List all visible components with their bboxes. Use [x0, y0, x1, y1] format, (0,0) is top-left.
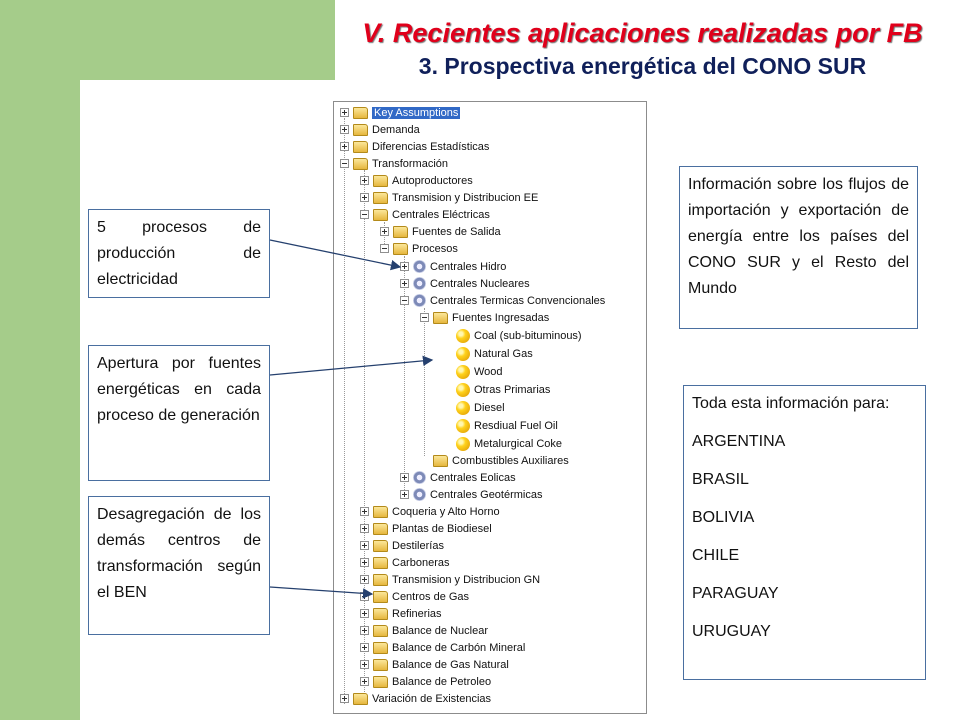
folder-icon	[373, 591, 388, 603]
tree-node-fuel[interactable]: Metalurgical Coke	[456, 435, 562, 452]
expand-icon[interactable]	[360, 660, 369, 669]
expand-icon[interactable]	[360, 558, 369, 567]
folder-icon	[353, 141, 368, 153]
fuel-ball-icon	[456, 347, 470, 361]
fuel-ball-icon	[456, 437, 470, 451]
country-item: URUGUAY	[692, 623, 771, 640]
folder-icon	[373, 676, 388, 688]
tree-node-centrales-nucleares[interactable]: Centrales Nucleares	[400, 275, 530, 292]
country-item: BRASIL	[692, 471, 749, 488]
tree-node-fuel[interactable]: Diesel	[456, 399, 505, 416]
tree-node-centrales-termicas[interactable]: Centrales Termicas Convencionales	[400, 292, 605, 309]
folder-icon	[373, 659, 388, 671]
expand-icon[interactable]	[340, 125, 349, 134]
tree-node-fuentes-salida[interactable]: Fuentes de Salida	[380, 223, 501, 240]
expand-icon[interactable]	[360, 643, 369, 652]
tree-node-combustibles[interactable]: Combustibles Auxiliares	[433, 452, 569, 469]
tree-node-fuel[interactable]: Resdiual Fuel Oil	[456, 417, 558, 434]
tree-node-fuel[interactable]: Otras Primarias	[456, 381, 550, 398]
gear-icon	[413, 471, 426, 484]
expand-icon[interactable]	[400, 262, 409, 271]
folder-icon	[353, 693, 368, 705]
collapse-icon[interactable]	[380, 244, 389, 253]
folder-icon	[373, 625, 388, 637]
fuel-ball-icon	[456, 419, 470, 433]
country-item: CHILE	[692, 547, 740, 564]
rounded-corner	[80, 80, 160, 160]
tree-node-centrales-hidro[interactable]: Centrales Hidro	[400, 258, 506, 275]
expand-icon[interactable]	[360, 592, 369, 601]
folder-icon	[373, 523, 388, 535]
expand-icon[interactable]	[400, 473, 409, 482]
gear-icon	[413, 294, 426, 307]
expand-icon[interactable]	[360, 524, 369, 533]
tree-node-other[interactable]: Coqueria y Alto Horno	[360, 503, 500, 520]
expand-icon[interactable]	[400, 279, 409, 288]
fuel-ball-icon	[456, 329, 470, 343]
tree-node-autoproductores[interactable]: Autoproductores	[360, 172, 473, 189]
tree-node-transmision-ee[interactable]: Transmision y Distribucion EE	[360, 189, 538, 206]
gear-icon	[413, 277, 426, 290]
folder-open-icon	[353, 158, 368, 170]
tree-node-other[interactable]: Balance de Nuclear	[360, 622, 488, 639]
country-item: ARGENTINA	[692, 433, 786, 450]
tree-node-centrales-eolicas[interactable]: Centrales Eolicas	[400, 469, 516, 486]
callout-informacion: Información sobre los flujos de importación y exportación de energía entre los países del CONO SUR y el Resto del Mundo	[679, 166, 918, 329]
folder-icon	[373, 642, 388, 654]
tree-node-other[interactable]: Balance de Petroleo	[360, 673, 491, 690]
folder-icon	[373, 192, 388, 204]
tree-node-other[interactable]: Transmision y Distribucion GN	[360, 571, 540, 588]
folder-open-icon	[433, 312, 448, 324]
expand-icon[interactable]	[360, 507, 369, 516]
slide-title: V. Recientes aplicaciones realizadas por FB	[362, 18, 923, 48]
tree-node-other[interactable]: Balance de Gas Natural	[360, 656, 509, 673]
folder-icon	[353, 124, 368, 136]
folder-icon	[373, 557, 388, 569]
expand-icon[interactable]	[360, 575, 369, 584]
tree-node-other[interactable]: Plantas de Biodiesel	[360, 520, 492, 537]
tree-view-panel[interactable]	[333, 101, 647, 714]
top-decorative-band	[80, 0, 335, 80]
tree-node-other[interactable]: Centros de Gas	[360, 588, 469, 605]
tree-node-fuentes-ingresadas[interactable]: Fuentes Ingresadas	[420, 309, 549, 326]
tree-node-other[interactable]: Carboneras	[360, 554, 449, 571]
folder-icon	[373, 175, 388, 187]
callout-desagregacion: Desagregación de los demás centros de transformación según el BEN	[88, 496, 270, 635]
tree-node-key-assumptions[interactable]: Key Assumptions	[340, 104, 460, 121]
tree-node-diferencias[interactable]: Diferencias Estadísticas	[340, 138, 489, 155]
tree-node-fuel[interactable]: Coal (sub-bituminous)	[456, 327, 582, 344]
expand-icon[interactable]	[360, 193, 369, 202]
left-decorative-band	[0, 0, 80, 720]
tree-node-other[interactable]: Destilerías	[360, 537, 444, 554]
expand-icon[interactable]	[360, 541, 369, 550]
collapse-icon[interactable]	[340, 159, 349, 168]
folder-icon	[393, 226, 408, 238]
tree-node-other[interactable]: Refinerias	[360, 605, 442, 622]
expand-icon[interactable]	[360, 176, 369, 185]
expand-icon[interactable]	[360, 609, 369, 618]
tree-node-other[interactable]: Balance de Carbón Mineral	[360, 639, 525, 656]
folder-icon	[373, 540, 388, 552]
country-item: BOLIVIA	[692, 509, 755, 526]
slide-subtitle: 3. Prospectiva energética del CONO SUR	[418, 53, 867, 79]
expand-icon[interactable]	[380, 227, 389, 236]
callout-apertura: Apertura por fuentes energéticas en cada proceso de generación	[88, 345, 270, 481]
folder-open-icon	[373, 209, 388, 221]
tree-node-centrales-geotermicas[interactable]: Centrales Geotérmicas	[400, 486, 543, 503]
folder-icon	[373, 506, 388, 518]
tree-node-procesos[interactable]: Procesos	[380, 240, 458, 257]
expand-icon[interactable]	[340, 108, 349, 117]
tree-node-centrales-electricas[interactable]: Centrales Eléctricas	[360, 206, 490, 223]
collapse-icon[interactable]	[400, 296, 409, 305]
folder-icon	[433, 455, 448, 467]
callout-procesos: 5 procesos de producción de electricidad	[88, 209, 270, 298]
callout-countries: Toda esta información para: ARGENTINA BRASIL BOLIVIA CHILE PARAGUAY URUGUAY	[683, 385, 926, 680]
fuel-ball-icon	[456, 365, 470, 379]
tree-node-transformacion[interactable]: Transformación	[340, 155, 448, 172]
country-item: PARAGUAY	[692, 585, 779, 602]
folder-open-icon	[393, 243, 408, 255]
tree-node-variacion[interactable]: Variación de Existencias	[340, 690, 491, 707]
fuel-ball-icon	[456, 401, 470, 415]
gear-icon	[413, 488, 426, 501]
expand-icon[interactable]	[400, 490, 409, 499]
expand-icon[interactable]	[340, 142, 349, 151]
fuel-ball-icon	[456, 383, 470, 397]
tree-node-fuel[interactable]: Natural Gas	[456, 345, 533, 362]
collapse-icon[interactable]	[420, 313, 429, 322]
folder-icon	[353, 107, 368, 119]
expand-icon[interactable]	[360, 677, 369, 686]
gear-icon	[413, 260, 426, 273]
expand-icon[interactable]	[360, 626, 369, 635]
collapse-icon[interactable]	[360, 210, 369, 219]
tree-node-fuel[interactable]: Wood	[456, 363, 503, 380]
expand-icon[interactable]	[340, 694, 349, 703]
tree-node-demanda[interactable]: Demanda	[340, 121, 420, 138]
folder-icon	[373, 574, 388, 586]
folder-icon	[373, 608, 388, 620]
